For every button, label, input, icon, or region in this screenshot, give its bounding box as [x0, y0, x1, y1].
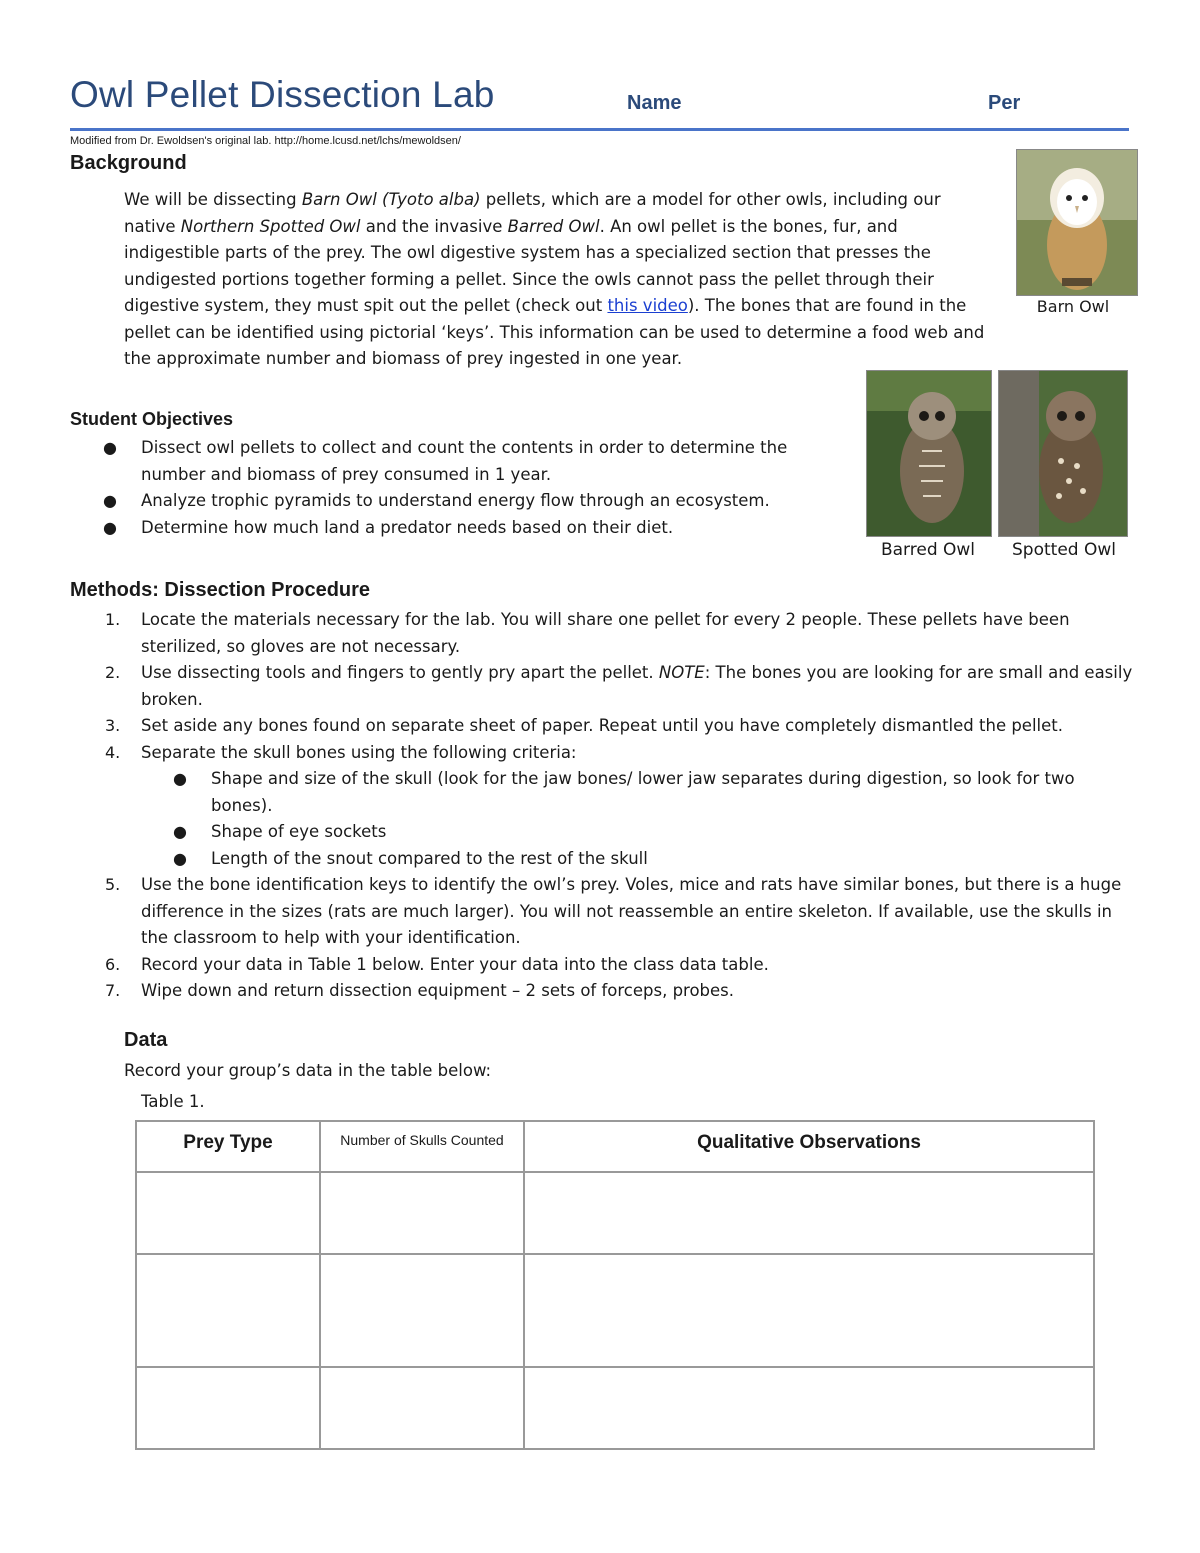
data-table: [135, 1120, 1095, 1450]
barred-owl-photo: [866, 370, 992, 537]
barred-owl-caption: Barred Owl: [880, 540, 976, 560]
video-link[interactable]: this video: [607, 296, 688, 315]
method-step: 4. Separate the skull bones using the following criteria:: [105, 742, 577, 762]
table-row: [136, 1254, 1094, 1367]
data-instruction: Record your group’s data in the table below:: [124, 1061, 492, 1080]
barn-owl-photo: [1016, 149, 1138, 296]
table-row: [136, 1367, 1094, 1449]
table-cell[interactable]: [136, 1367, 320, 1449]
table-cell[interactable]: [320, 1172, 524, 1254]
modified-note: Modified from Dr. Ewoldsen's original lab. http://home.lcusd.net/lchs/mewoldsen/: [70, 135, 461, 147]
criteria-item: ● Length of the snout compared to the rest of the skull: [173, 848, 648, 868]
method-step: 7. Wipe down and return dissection equipment – 2 sets of forceps, probes.: [105, 981, 735, 1000]
table-cell[interactable]: [136, 1254, 320, 1367]
method-step: 2. Use dissecting tools and fingers to gently pry apart the pellet. NOTE: The bones you are looking for are small and easily broken.: [105, 663, 1133, 709]
table-row: [136, 1172, 1094, 1254]
spotted-owl-photo: [998, 370, 1128, 537]
objective-item: ● Dissect owl pellets to collect and count the contents in order to determine the number and biomass of prey consumed in 1 year.: [103, 438, 788, 484]
data-heading: Data: [124, 1029, 168, 1051]
methods-heading: Methods: Dissection Procedure: [70, 579, 371, 601]
column-prey-type: Prey Type: [136, 1121, 320, 1172]
barn-owl-caption: Barn Owl: [1036, 297, 1110, 316]
table-cell[interactable]: [320, 1254, 524, 1367]
table-cell[interactable]: [320, 1367, 524, 1449]
name-label: Name: [627, 92, 682, 114]
objectives-heading: Student Objectives: [70, 409, 234, 429]
column-number-of-skulls: Number of Skulls Counted: [320, 1121, 524, 1172]
table-cell[interactable]: [524, 1254, 1094, 1367]
table-cell[interactable]: [524, 1367, 1094, 1449]
spotted-owl-caption: Spotted Owl: [1012, 540, 1116, 560]
period-label: Per: [988, 92, 1021, 114]
header-rule: [70, 128, 1129, 131]
column-qualitative-observations: Qualitative Observations: [524, 1121, 1094, 1172]
page-title: Owl Pellet Dissection Lab: [70, 74, 495, 115]
objectives-list: [103, 435, 841, 541]
method-step: 1. Locate the materials necessary for the lab. You will share one pellet for every 2 people. These pellets have been sterilized, so gloves are not necessary.: [105, 610, 1070, 656]
method-step: 3. Set aside any bones found on separate sheet of paper. Repeat until you have completely dismantled the pellet.: [105, 716, 1063, 735]
table-label: Table 1.: [141, 1092, 205, 1111]
table-header-row: [136, 1121, 1094, 1172]
objective-item: ● Analyze trophic pyramids to understand energy flow through an ecosystem.: [103, 491, 770, 510]
methods-list: [105, 607, 1136, 1005]
table-cell[interactable]: [524, 1172, 1094, 1254]
criteria-item: ● Shape of eye sockets: [173, 822, 387, 841]
criteria-item: ● Shape and size of the skull (look for the jaw bones/ lower jaw separates during digestion, so look for two bones).: [173, 769, 1075, 815]
objective-item: ● Determine how much land a predator needs based on their diet.: [103, 517, 674, 537]
table-cell[interactable]: [136, 1172, 320, 1254]
method-step: 6. Record your data in Table 1 below. Enter your data into the class data table.: [105, 954, 769, 974]
criteria-list: [141, 766, 1136, 872]
background-paragraph: We will be dissecting Barn Owl (Tyoto alba) pellets, which are a model for other owls, including our native Northern Spotted Owl and the invasive Barred Owl. An owl pellet is the bones, fur, and indigestible parts of the prey. The owl digestive system has a specialized section that presses the undigested portions together forming a pellet. Since the owls cannot pass the pellet through their digestive system, they must spit out the pellet (check out this video). The bones that are found in the pellet can be identified using pictorial ‘keys’. This information can be used to determine a food web and the approximate number and biomass of prey ingested in one year.: [124, 190, 985, 368]
method-step: 5. Use the bone identification keys to identify the owl’s prey. Voles, mice and rats have similar bones, but there is a huge difference in the sizes (rats are much larger). You will not reassemble an entire skeleton. If available, use the skulls in the classroom to help with your identification.: [105, 875, 1122, 947]
background-heading: Background: [70, 152, 187, 174]
